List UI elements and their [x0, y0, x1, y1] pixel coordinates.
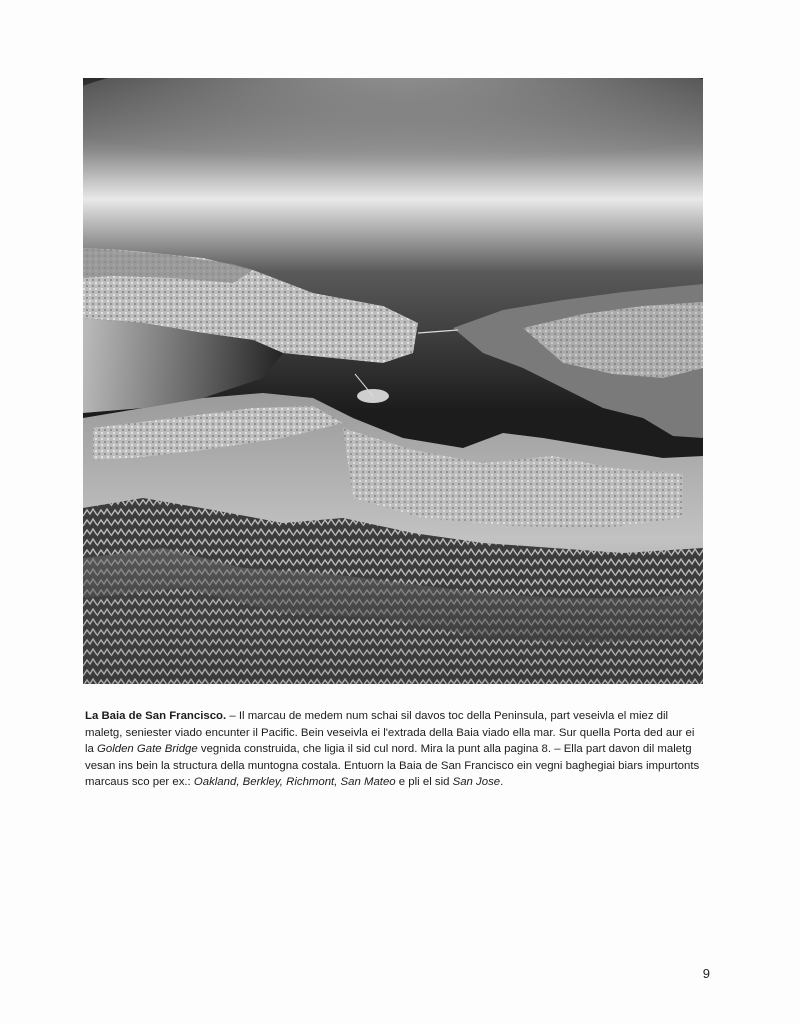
caption-text-san-jose: San Jose [452, 776, 501, 789]
aerial-photo-illustration [83, 78, 703, 684]
caption-text-1: – Il marcau de medem num schai sil davos toc della Peninsula, part veseivla el miez dil maletg, seniester viado encunter il Pacific. Bein veseivla ei l'extrada della Baia viado ella mar. Sur quella Porta ded aur ei la [85, 710, 695, 756]
photo-caption [85, 708, 705, 790]
caption-text-cities: Oakland, Berkley, Richmont, San Mateo [193, 776, 396, 789]
caption-text-golden-gate: Golden Gate Bridge [97, 743, 198, 756]
aerial-photo [83, 78, 703, 684]
caption-text-3: e pli el sid [395, 776, 453, 789]
caption-lead: La Baia de San Francisco. [85, 710, 227, 723]
page-number: 9 [702, 966, 710, 981]
caption-text-2: vegnida construida, che ligia il sid cul nord. Mira la punt alla pagina 8. – Ella part davon dil maletg vesan ins bein la structura della muntogna costala. Entuorn la Baia de San Francisco ein vegni baghegiai biars impurtonts marcaus sco per ex.: [85, 743, 700, 789]
caption-text-end: . [500, 776, 504, 789]
